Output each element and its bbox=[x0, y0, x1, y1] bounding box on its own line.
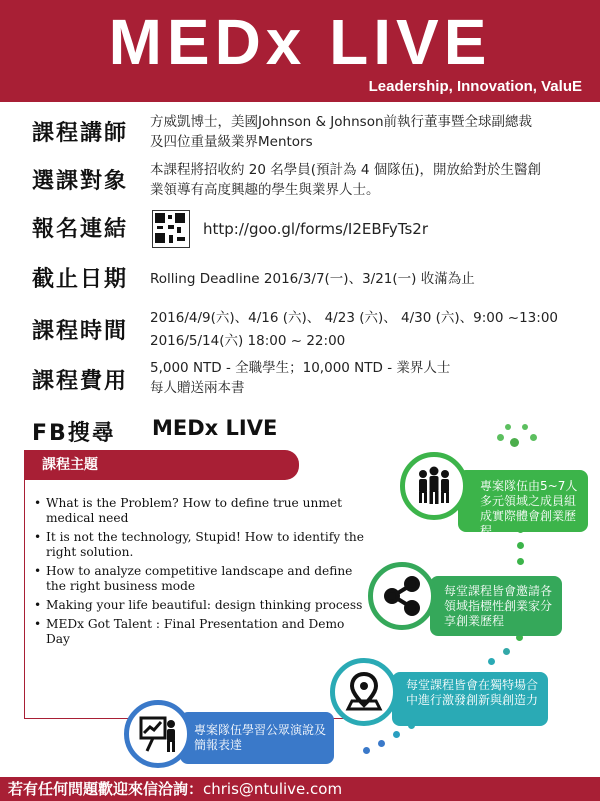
deadline-label: 截止日期 bbox=[32, 267, 129, 292]
header-banner bbox=[0, 0, 600, 102]
feature-venue-text: 每堂課程皆會在獨特場合中進行激發創新與創造力 bbox=[406, 678, 539, 707]
feature-share-text: 每堂課程皆會邀請各領域指標性創業家分享創業歷程 bbox=[444, 584, 553, 628]
topics-heading: 課程主題 bbox=[24, 450, 299, 480]
feature-team-text: 專案隊伍由5~7人多元領域之成員組成實際體會創業歷程 bbox=[480, 479, 578, 538]
contact-email[interactable]: chris@ntulive.com bbox=[203, 780, 343, 798]
topic-item: • It is not the technology, Stupid! How to identify the right solution. bbox=[34, 530, 364, 559]
qr-code-icon[interactable] bbox=[152, 210, 190, 248]
audience-line-2: 業領導有高度興趣的學生與業界人士。 bbox=[150, 182, 380, 198]
topic-item: • MEDx Got Talent : Final Presentation and Demo Day bbox=[34, 617, 345, 646]
event-title: MEDx LIVE bbox=[108, 6, 492, 78]
location-pin-icon bbox=[330, 658, 398, 726]
topic-item: • How to analyze competitive landscape and define the right business mode bbox=[34, 564, 353, 593]
share-icon bbox=[368, 562, 436, 630]
instructor-line-2: 及四位重量級業界Mentors bbox=[150, 134, 313, 150]
fee-line-2: 每人贈送兩本書 bbox=[150, 380, 245, 396]
event-tagline: Leadership, Innovation, ValuE bbox=[368, 78, 582, 95]
topic-item: • Making your life beautiful: design thinking process bbox=[34, 598, 363, 612]
presentation-icon bbox=[124, 700, 192, 768]
contact-prefix: 若有任何問題歡迎來信洽詢： bbox=[8, 780, 204, 798]
schedule-label: 課程時間 bbox=[32, 319, 129, 344]
feature-share-card bbox=[430, 576, 562, 636]
audience-line-1: 本課程將招收約 20 名學員(預計為 4 個隊伍)，開放給對於生醫創 bbox=[150, 162, 541, 178]
audience-value bbox=[150, 160, 541, 200]
fb-label: FB搜尋 bbox=[32, 421, 116, 446]
deadline-value: Rolling Deadline 2016/3/7(一)、3/21(一) 收滿為止 bbox=[150, 271, 475, 287]
feature-presentation-text: 專案隊伍學習公眾演說及簡報表達 bbox=[194, 723, 327, 752]
feature-presentation-card bbox=[180, 712, 334, 764]
signup-label: 報名連結 bbox=[32, 217, 129, 242]
schedule-value bbox=[150, 308, 558, 351]
instructor-label: 課程講師 bbox=[32, 121, 129, 146]
signup-url[interactable]: http://goo.gl/forms/I2EBFyTs2r bbox=[203, 220, 428, 238]
instructor-value bbox=[150, 112, 532, 152]
audience-label: 選課對象 bbox=[32, 169, 129, 194]
instructor-line-1: 方威凱博士，美國Johnson & Johnson前執行董事暨全球副總裁 bbox=[150, 114, 533, 130]
schedule-line-2: 2016/5/14(六) 18:00 ~ 22:00 bbox=[150, 333, 346, 349]
feature-team-card bbox=[458, 470, 588, 538]
topics-list bbox=[34, 496, 364, 651]
feature-venue-card bbox=[392, 672, 548, 726]
topic-item: • What is the Problem? How to define true unmet medical need bbox=[34, 496, 342, 525]
schedule-line-1: 2016/4/9(六)、4/16 (六)、 4/23 (六)、 4/30 (六)、9:00 ~13:00 bbox=[150, 310, 558, 326]
fee-label: 課程費用 bbox=[32, 369, 129, 394]
fb-value: MEDx LIVE bbox=[152, 416, 278, 440]
fee-line-1: 5,000 NTD - 全職學生；10,000 NTD - 業界人士 bbox=[150, 360, 451, 376]
contact-footer bbox=[0, 777, 600, 801]
team-icon bbox=[400, 452, 468, 520]
fee-value bbox=[150, 358, 450, 398]
